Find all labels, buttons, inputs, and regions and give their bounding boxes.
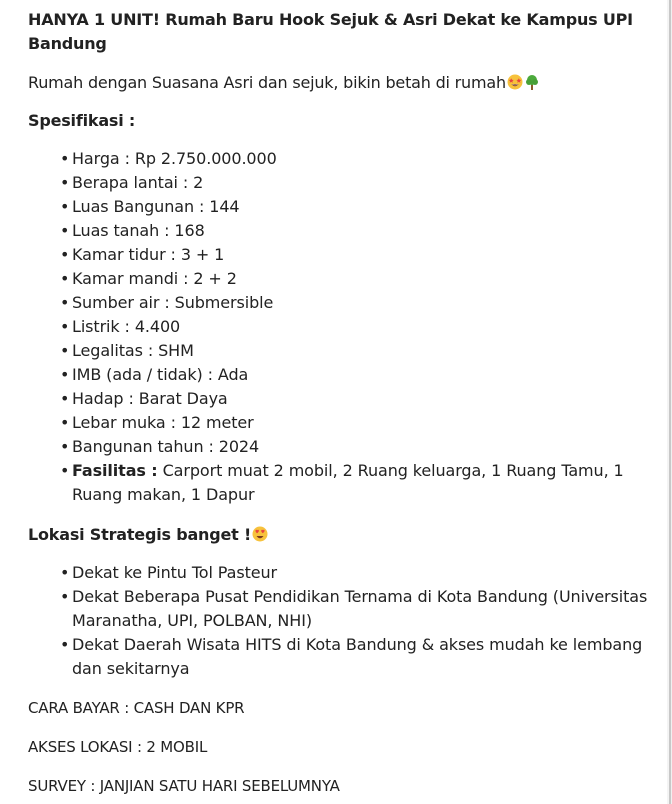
location-heading: Lokasi Strategis banget ! [28, 523, 658, 547]
location-access: AKSES LOKASI : 2 MOBIL [28, 738, 208, 756]
spec-item-electricity: • Listrik : 4.400 [60, 317, 181, 336]
spec-item-frontage: • Lebar muka : 12 meter [60, 413, 254, 432]
location-item-tourism: • Dekat Daerah Wisata HITS di Kota Bandung & akses mudah ke lembang dan sekitarnya [60, 635, 643, 678]
listing-title: HANYA 1 UNIT! Rumah Baru Hook Sejuk & Asri Dekat ke Kampus UPI Bandung [28, 10, 633, 53]
specs-list [28, 147, 658, 507]
intro-paragraph [28, 71, 658, 95]
location-list [28, 561, 658, 681]
tree-emoji-icon [524, 73, 540, 89]
spec-item-bedrooms: • Kamar tidur : 3 + 1 [60, 245, 225, 264]
location-item-education: • Dekat Beberapa Pusat Pendidikan Ternama di Kota Bandung (Universitas Maranatha, UPI, POLBAN, NHI) [60, 587, 648, 630]
spec-item-facing: • Hadap : Barat Daya [60, 389, 228, 408]
spec-item-facilities: • Fasilitas : Carport muat 2 mobil, 2 Ruang keluarga, 1 Ruang Tamu, 1 Ruang makan, 1 Dapur [60, 461, 624, 504]
listing-description [28, 8, 658, 798]
specs-heading: Spesifikasi : [28, 111, 136, 130]
location-item-toll: • Dekat ke Pintu Tol Pasteur [60, 563, 278, 582]
spec-item-price: • Harga : Rp 2.750.000.000 [60, 149, 277, 168]
facilities-value: Carport muat 2 mobil, 2 Ruang keluarga, 1 Ruang Tamu, 1 Ruang makan, 1 Dapur [72, 461, 624, 504]
spec-item-land-area: • Luas tanah : 168 [60, 221, 205, 240]
spec-item-building-area: • Luas Bangunan : 144 [60, 197, 240, 216]
scrollbar-edge [667, 0, 672, 804]
spec-item-bathrooms: • Kamar mandi : 2 + 2 [60, 269, 237, 288]
spec-item-water-source: • Sumber air : Submersible [60, 293, 274, 312]
heart-eyes-emoji-icon [252, 525, 268, 541]
payment-method: CARA BAYAR : CASH DAN KPR [28, 699, 245, 717]
facilities-label: Fasilitas : [72, 461, 158, 480]
spec-item-imb: • IMB (ada / tidak) : Ada [60, 365, 249, 384]
spec-item-year-built: • Bangunan tahun : 2024 [60, 437, 260, 456]
star-struck-emoji-icon [507, 73, 523, 89]
survey-info: SURVEY : JANJIAN SATU HARI SEBELUMNYA [28, 777, 340, 795]
intro-text: Rumah dengan Suasana Asri dan sejuk, bikin betah di rumah [28, 73, 506, 92]
spec-item-floors: • Berapa lantai : 2 [60, 173, 204, 192]
spec-item-legality: • Legalitas : SHM [60, 341, 194, 360]
